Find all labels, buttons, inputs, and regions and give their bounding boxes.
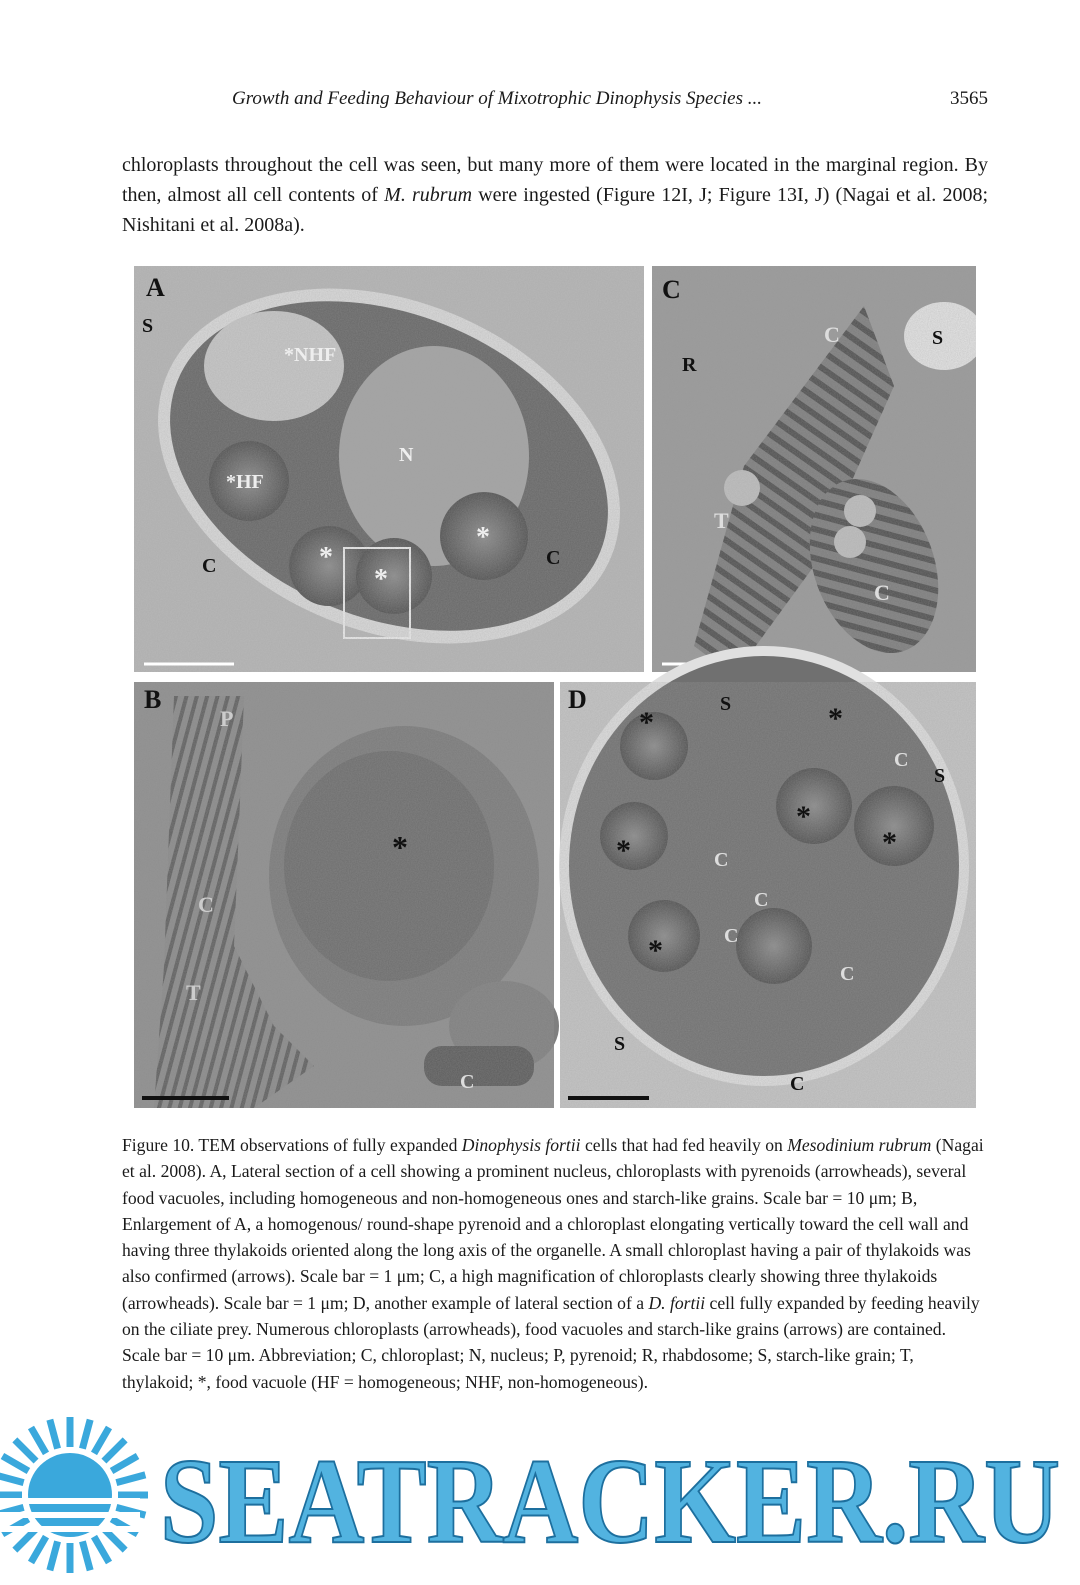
caption-text-part: Figure 10. TEM observations of fully expanded bbox=[122, 1135, 462, 1155]
panel-d-tag: C bbox=[840, 963, 855, 985]
watermark bbox=[0, 1400, 1080, 1580]
panel-a bbox=[134, 266, 673, 709]
running-header bbox=[232, 88, 988, 118]
caption-text-part: (Nagai et al. 2008). A, Lateral section of a cell showing a prominent nucleus, chloroplasts with pyrenoids (arrowheads), several food vacuoles, including homogeneous and non-homogeneous ones and starch-like grains. Scale bar = 10 μm; B, Enlargement of A, a homogenous/ round-shape pyrenoid and a chloroplast elongating vertically toward the cell wall and having three thylakoids oriented along the long axis of the organelle. A small chloroplast having a pair of thylakoids was also confirmed (arrows). Scale bar = 1 μm; C, a high magnification of chloroplasts clearly showing three thylakoids (arrowheads). Scale bar = 1 μm; D, another example of lateral section of a bbox=[122, 1135, 984, 1313]
running-title: Growth and Feeding Behaviour of Mixotrophic Dinophysis Species ... bbox=[232, 88, 762, 109]
panel-a-tag: N bbox=[399, 444, 414, 466]
sun-ray bbox=[15, 1440, 36, 1461]
panel-a-tag: * bbox=[374, 564, 388, 595]
page-number: 3565 bbox=[950, 88, 988, 109]
panel-a-tag: *NHF bbox=[284, 344, 337, 366]
caption-italic: Dinophysis fortii bbox=[461, 1135, 581, 1155]
panel-a-tag: *HF bbox=[226, 471, 264, 493]
panel-d-tag: C bbox=[724, 925, 739, 947]
species-name: M. rubrum bbox=[384, 184, 473, 206]
panel-label-c: C bbox=[662, 275, 681, 304]
sun-ray bbox=[31, 1427, 46, 1453]
sun-logo-icon bbox=[0, 1417, 148, 1573]
panel-b-tag: C bbox=[460, 1071, 475, 1093]
sun-ray bbox=[94, 1537, 109, 1563]
panel-label-b: B bbox=[144, 685, 162, 714]
panel-d-tag: C bbox=[754, 889, 769, 911]
panel-label-d: D bbox=[568, 685, 587, 714]
sun-ray bbox=[116, 1475, 145, 1483]
panel-c-tag: R bbox=[682, 354, 697, 376]
panel-c bbox=[652, 266, 976, 676]
body-text-part: were ingested (Figure 12I, J; Figure 13I, J) (Nagai et al. 2008; Nishitani et al. 2008a). bbox=[122, 184, 989, 236]
sun-ray bbox=[50, 1420, 58, 1449]
panel-d-tag: C bbox=[790, 1073, 805, 1095]
sun-ray bbox=[112, 1456, 138, 1471]
panel-d-tag: C bbox=[894, 749, 909, 771]
watermark-text: SEATRACKER.RU bbox=[160, 1434, 1060, 1569]
panel-b-tag: T bbox=[186, 980, 201, 1005]
body-paragraph bbox=[122, 150, 988, 240]
panel-a-tag: C bbox=[202, 555, 217, 577]
watermark-graphic bbox=[0, 1400, 1080, 1580]
panel-d-tag: * bbox=[796, 800, 811, 833]
panel-label-a: A bbox=[146, 273, 165, 302]
sun-ray bbox=[2, 1456, 28, 1471]
caption-italic: D. fortii bbox=[648, 1292, 706, 1313]
caption-italic: Mesodinium rubrum bbox=[787, 1135, 932, 1155]
sun-ray bbox=[31, 1537, 46, 1563]
panel-d-tag: S bbox=[614, 1033, 626, 1055]
panel-a-tag: * bbox=[476, 522, 490, 553]
tem-figure bbox=[134, 266, 976, 1108]
body-text-part: chloroplasts throughout the cell was seen, but many more of them were located in the marginal region. By then, almost all cell contents of bbox=[122, 154, 988, 206]
sun-ray bbox=[104, 1529, 125, 1550]
panel-d-tag: * bbox=[648, 934, 663, 967]
figure-caption bbox=[122, 1132, 988, 1395]
panel-c-tag: C bbox=[874, 580, 890, 605]
panel-a-tag: * bbox=[319, 542, 333, 573]
caption-text-part: cells that had fed heavily on bbox=[580, 1135, 788, 1155]
panel-a-tag: S bbox=[142, 315, 154, 337]
sun-ray bbox=[15, 1529, 36, 1550]
sun-ray bbox=[50, 1541, 58, 1570]
panel-c-tag: S bbox=[932, 327, 944, 349]
sun-ray bbox=[82, 1541, 90, 1570]
panel-c-tag: T bbox=[714, 508, 729, 533]
panel-b-tag: C bbox=[198, 892, 214, 917]
caption-text-part: cell fully expanded by feeding heavily on the ciliate prey. Numerous chloroplasts (arrowheads), food vacuoles and starch-like grains (arrows) are contained. Scale bar = 10 μm. Abbreviation; C, chloroplast; N, nucleus; P, pyrenoid; R, rhabdosome; S, starch-like grain; T, thylakoid; *, food vacuole (HF = homogeneous; NHF, non-homogeneous). bbox=[122, 1292, 980, 1392]
panel-d-tag: * bbox=[882, 826, 897, 859]
panel-d-tag: * bbox=[639, 706, 654, 739]
panel-d-tag: S bbox=[934, 765, 946, 787]
panel-d-tag: C bbox=[714, 849, 729, 871]
sun-ray bbox=[94, 1427, 109, 1453]
panel-b bbox=[134, 682, 559, 1108]
panel-d-tag: * bbox=[828, 702, 843, 735]
sun-ray bbox=[0, 1475, 24, 1483]
panel-d bbox=[559, 646, 976, 1108]
panel-b-tag: P bbox=[220, 706, 234, 731]
panel-d-tag: S bbox=[720, 693, 732, 715]
panel-d-tag: * bbox=[616, 834, 631, 867]
panel-c-tag: C bbox=[824, 322, 840, 347]
sun-ray bbox=[104, 1440, 125, 1461]
panel-b-tag: * bbox=[392, 829, 408, 865]
panel-a-tag: C bbox=[546, 547, 561, 569]
sun-ray bbox=[82, 1420, 90, 1449]
